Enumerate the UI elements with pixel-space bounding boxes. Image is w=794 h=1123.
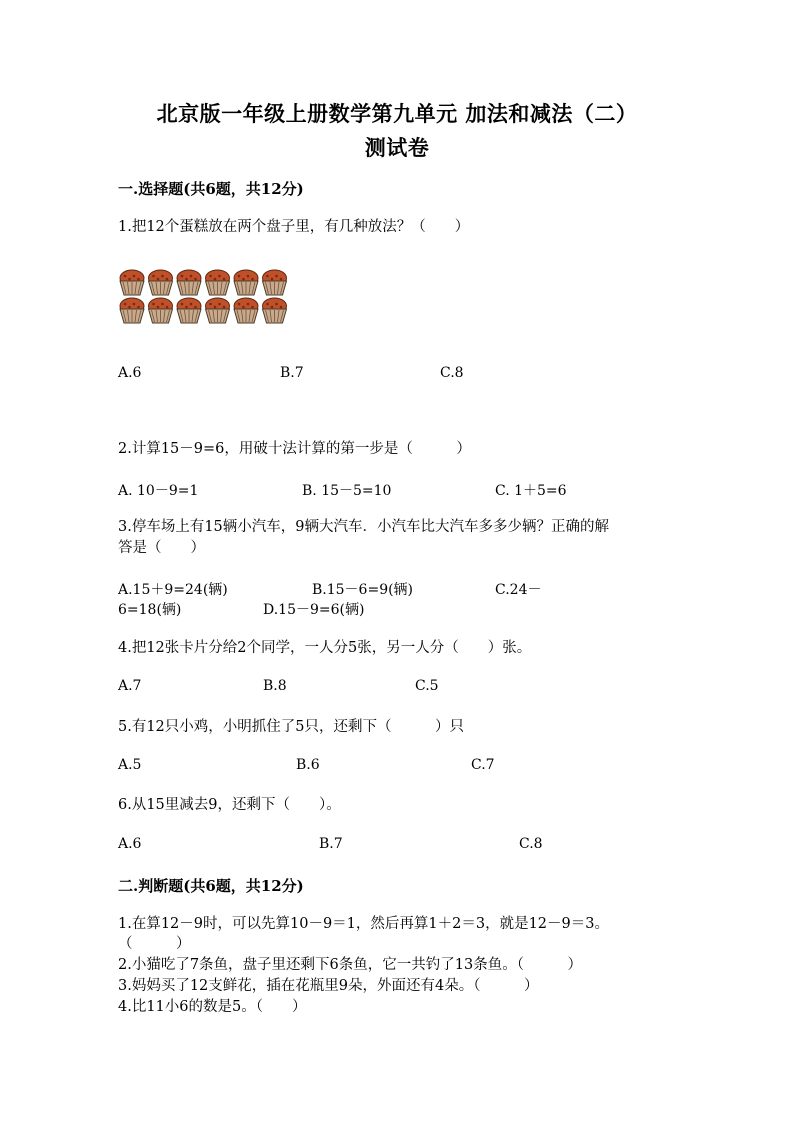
question-5: 5.有12只小鸡，小明抓住了5只，还剩下（ ）只 [118,719,465,735]
judge-item-2: 2.小猫吃了7条鱼，盘子里还剩下6条鱼，它一共钓了13条鱼。（ ） [118,957,582,973]
cupcake-icon [149,270,173,295]
cupcake-icon [120,298,144,323]
cupcakes-illustration [118,268,290,326]
q5-option-b: B.6 [296,757,320,773]
q4-option-a: A.7 [118,678,142,694]
q5-option-a: A.5 [118,757,142,773]
question-3-line2: 答是（ ） [118,540,205,556]
q1-option-a: A.6 [118,365,142,381]
q6-option-a: A.6 [118,836,142,852]
q3-option-c-cont: 6=18(辆) [118,602,182,618]
section-heading-judge: 二.判断题(共6题，共12分) [118,877,304,895]
page-title: 北京版一年级上册数学第九单元 加法和减法（二） [156,101,638,126]
judge-item-1-paren: （ ） [118,936,191,952]
section-heading-choice: 一.选择题(共6题，共12分) [118,180,304,198]
cupcake-icon [177,298,201,323]
q4-option-b: B.8 [263,678,287,694]
q6-option-c: C.8 [519,836,543,852]
question-1: 1.把12个蛋糕放在两个盘子里，有几种放法？（ ） [118,219,470,235]
cupcake-icon [149,298,173,323]
q3-option-b: B.15－6=9(辆) [312,582,414,598]
cupcake-icon [234,298,258,323]
judge-item-1: 1.在算12－9时，可以先算10－9＝1，然后再算1＋2＝3，就是12－9＝3。 [118,916,609,932]
q2-option-a: A. 10－9=1 [118,483,199,499]
cupcake-icon [120,270,144,295]
q1-option-b: B.7 [280,365,304,381]
page-subtitle: 测试卷 [364,135,430,160]
cupcake-icon [206,298,230,323]
q1-option-c: C.8 [440,365,464,381]
q4-option-c: C.5 [415,678,439,694]
question-6: 6.从15里减去9，还剩下（ ）。 [118,797,341,813]
q2-option-c: C. 1＋5=6 [495,483,567,499]
cupcake-icon [206,270,230,295]
q3-option-c: C.24－ [495,582,542,598]
q3-option-d: D.15－9=6(辆) [263,602,365,618]
judge-item-4: 4.比11小6的数是5。（ ） [118,999,307,1015]
cupcake-icon [177,270,201,295]
q2-option-b: B. 15－5=10 [302,483,392,499]
question-4: 4.把12张卡片分给2个同学，一人分5张，另一人分（ ）张。 [118,640,532,656]
q5-option-c: C.7 [471,757,495,773]
cupcake-icon [263,270,287,295]
question-2: 2.计算15－9=6，用破十法计算的第一步是（ ） [118,441,471,457]
q3-option-a: A.15＋9=24(辆) [118,582,228,598]
cupcake-icon [234,270,258,295]
q6-option-b: B.7 [319,836,343,852]
judge-item-3: 3.妈妈买了12支鲜花，插在花瓶里9朵，外面还有4朵。（ ） [118,978,539,994]
cupcake-icon [263,298,287,323]
question-3-line1: 3.停车场上有15辆小汽车，9辆大汽车．小汽车比大汽车多多少辆？正确的解 [118,519,610,535]
